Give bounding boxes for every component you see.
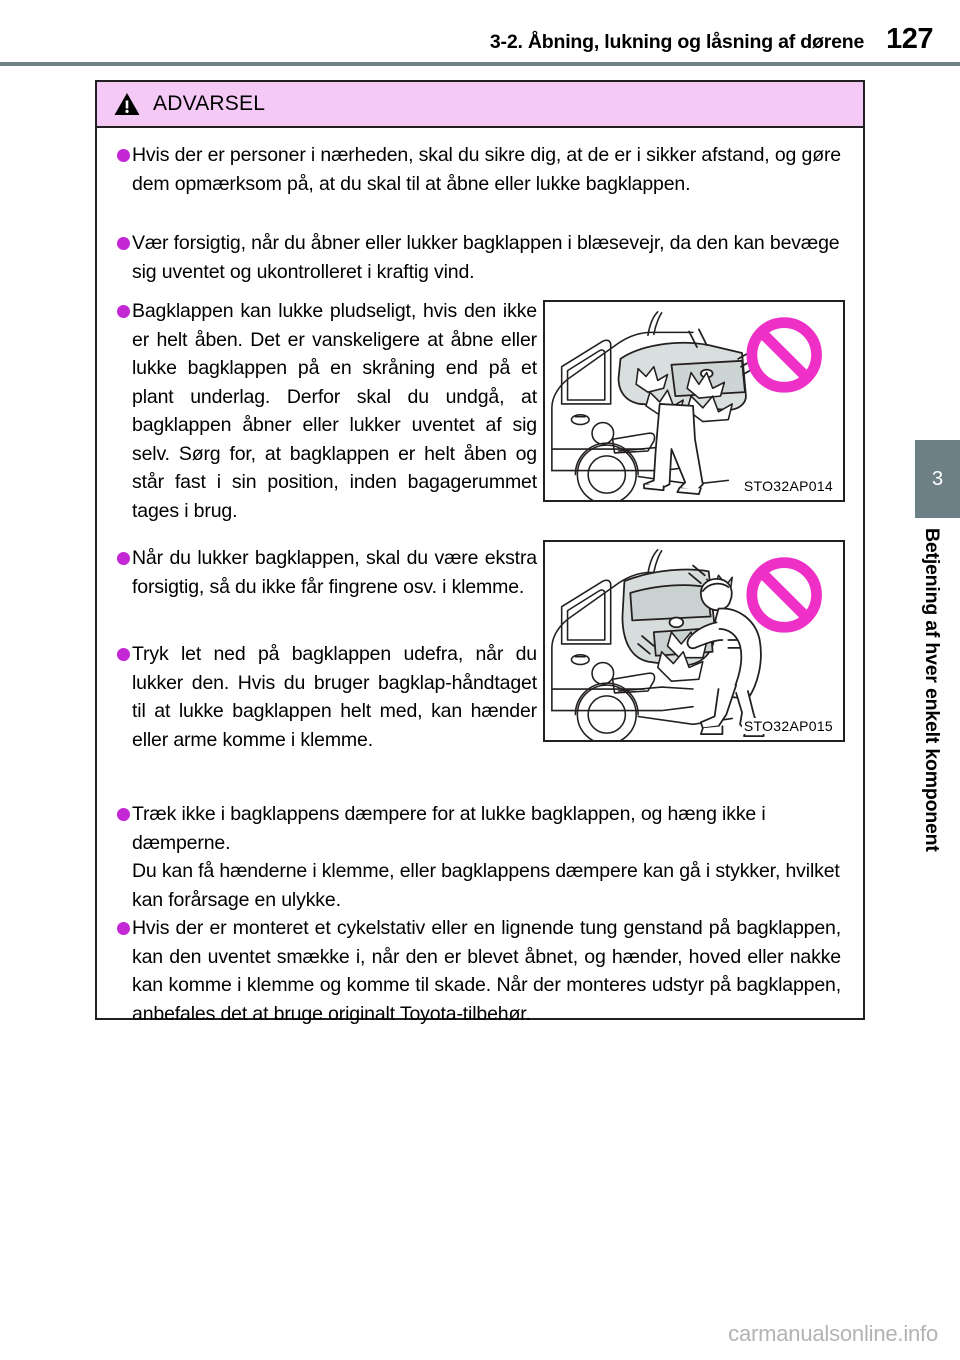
figure-sto32ap015 bbox=[543, 540, 845, 742]
bullet-text bbox=[132, 544, 537, 601]
chapter-tab bbox=[915, 440, 960, 518]
header-divider bbox=[0, 62, 960, 66]
bullet-paragraph: Bagklappen kan lukke pludseligt, hvis den ikke er helt åben. Det er vanskeligere at åbne eller lukke bagklappen på en skråning end på et plant underlag. Derfor skal du undgå, at bagklappen åbner eller lukker uventet af sig selv. Sørg for, at bagklappen er helt åben og står fast i sin position, inden bagagerummet tages i brug. bbox=[132, 300, 537, 522]
bullet-dot-icon bbox=[117, 305, 130, 318]
warning-bullet-6 bbox=[117, 800, 841, 914]
page-header bbox=[0, 0, 960, 62]
bullet-text bbox=[132, 141, 841, 198]
illustration-tailgate-slam bbox=[545, 302, 843, 500]
bullet-paragraph: Tryk let ned på bagklappen udefra, når du lukker den. Hvis du bruger bagklap-håndtaget til at lukke bagklappen helt med, kan hænder eller arme komme i klemme. bbox=[132, 643, 537, 751]
bullet-paragraph: Hvis der er personer i nærheden, skal du sikre dig, at de er i sikker afstand, og gøre dem opmærksom på, at du skal til at åbne eller lukke bagklappen. bbox=[132, 144, 841, 195]
bullet-text bbox=[132, 640, 537, 754]
site-watermark: carmanualsonline.info bbox=[728, 1321, 938, 1346]
warning-header bbox=[97, 82, 863, 128]
figure-code: STO32AP014 bbox=[743, 478, 833, 494]
warning-title: ADVARSEL bbox=[153, 92, 266, 115]
header-row bbox=[490, 23, 933, 56]
bullet-text bbox=[132, 229, 841, 286]
bullet-paragraph: Når du lukker bagklappen, skal du være ekstra forsigtig, så du ikke får fingrene osv. i klemme. bbox=[132, 547, 537, 598]
bullet-text bbox=[132, 914, 841, 1028]
warning-bullet-1 bbox=[117, 141, 841, 198]
bullet-dot-icon bbox=[117, 237, 130, 250]
figure-code: STO32AP015 bbox=[743, 718, 833, 734]
bullet-dot-icon bbox=[117, 149, 130, 162]
warning-bullet-2 bbox=[117, 229, 841, 286]
chapter-label: Betjening af hver enkelt komponent bbox=[921, 528, 943, 852]
figure-sto32ap014 bbox=[543, 300, 845, 502]
prohibition-icon bbox=[752, 563, 817, 628]
bullet-dot-icon bbox=[117, 922, 130, 935]
page-title: 3-2. Åbning, lukning og låsning af dørene bbox=[489, 31, 865, 53]
bullet-text bbox=[132, 800, 841, 914]
warning-bullet-4 bbox=[117, 544, 537, 601]
bullet-dot-icon bbox=[117, 648, 130, 661]
page-number: 127 bbox=[886, 23, 933, 55]
warning-body bbox=[97, 128, 863, 1025]
bullet-dot-icon bbox=[117, 808, 130, 821]
prohibition-icon bbox=[752, 323, 817, 388]
warning-triangle-icon bbox=[114, 92, 140, 116]
illustration-tailgate-handle bbox=[545, 542, 843, 740]
bullet-dot-icon bbox=[117, 552, 130, 565]
warning-bullet-7 bbox=[117, 914, 841, 1028]
bullet-paragraph-primary: Træk ikke i bagklappens dæmpere for at lukke bagklappen, og hæng ikke i dæmperne. bbox=[132, 803, 766, 854]
bullet-paragraph: Vær forsigtig, når du åbner eller lukker bagklappen i blæsevejr, da den kan bevæge sig uventet og ukontrolleret i kraftig vind. bbox=[132, 232, 840, 283]
bullet-paragraph: Hvis der er monteret et cykelstativ eller en lignende tung genstand på bagklappen, kan den uventet smække i, når den er blevet åbnet, og hænder, hoved eller nakke kan komme i klemme og komme til skade. Når der monteres udstyr på bagklappen, anbefales det at bruge originalt Toyota-tilbehør. bbox=[132, 917, 841, 1025]
warning-box bbox=[95, 80, 865, 1025]
bullet-paragraph-secondary: Du kan få hænderne i klemme, eller bagklappens dæmpere kan gå i stykker, hvilket kan forårsage en ulykke. bbox=[132, 860, 840, 911]
warning-bullet-5 bbox=[117, 640, 537, 754]
chapter-number: 3 bbox=[931, 467, 944, 490]
bullet-text bbox=[132, 297, 537, 525]
warning-bullet-3 bbox=[117, 297, 537, 525]
